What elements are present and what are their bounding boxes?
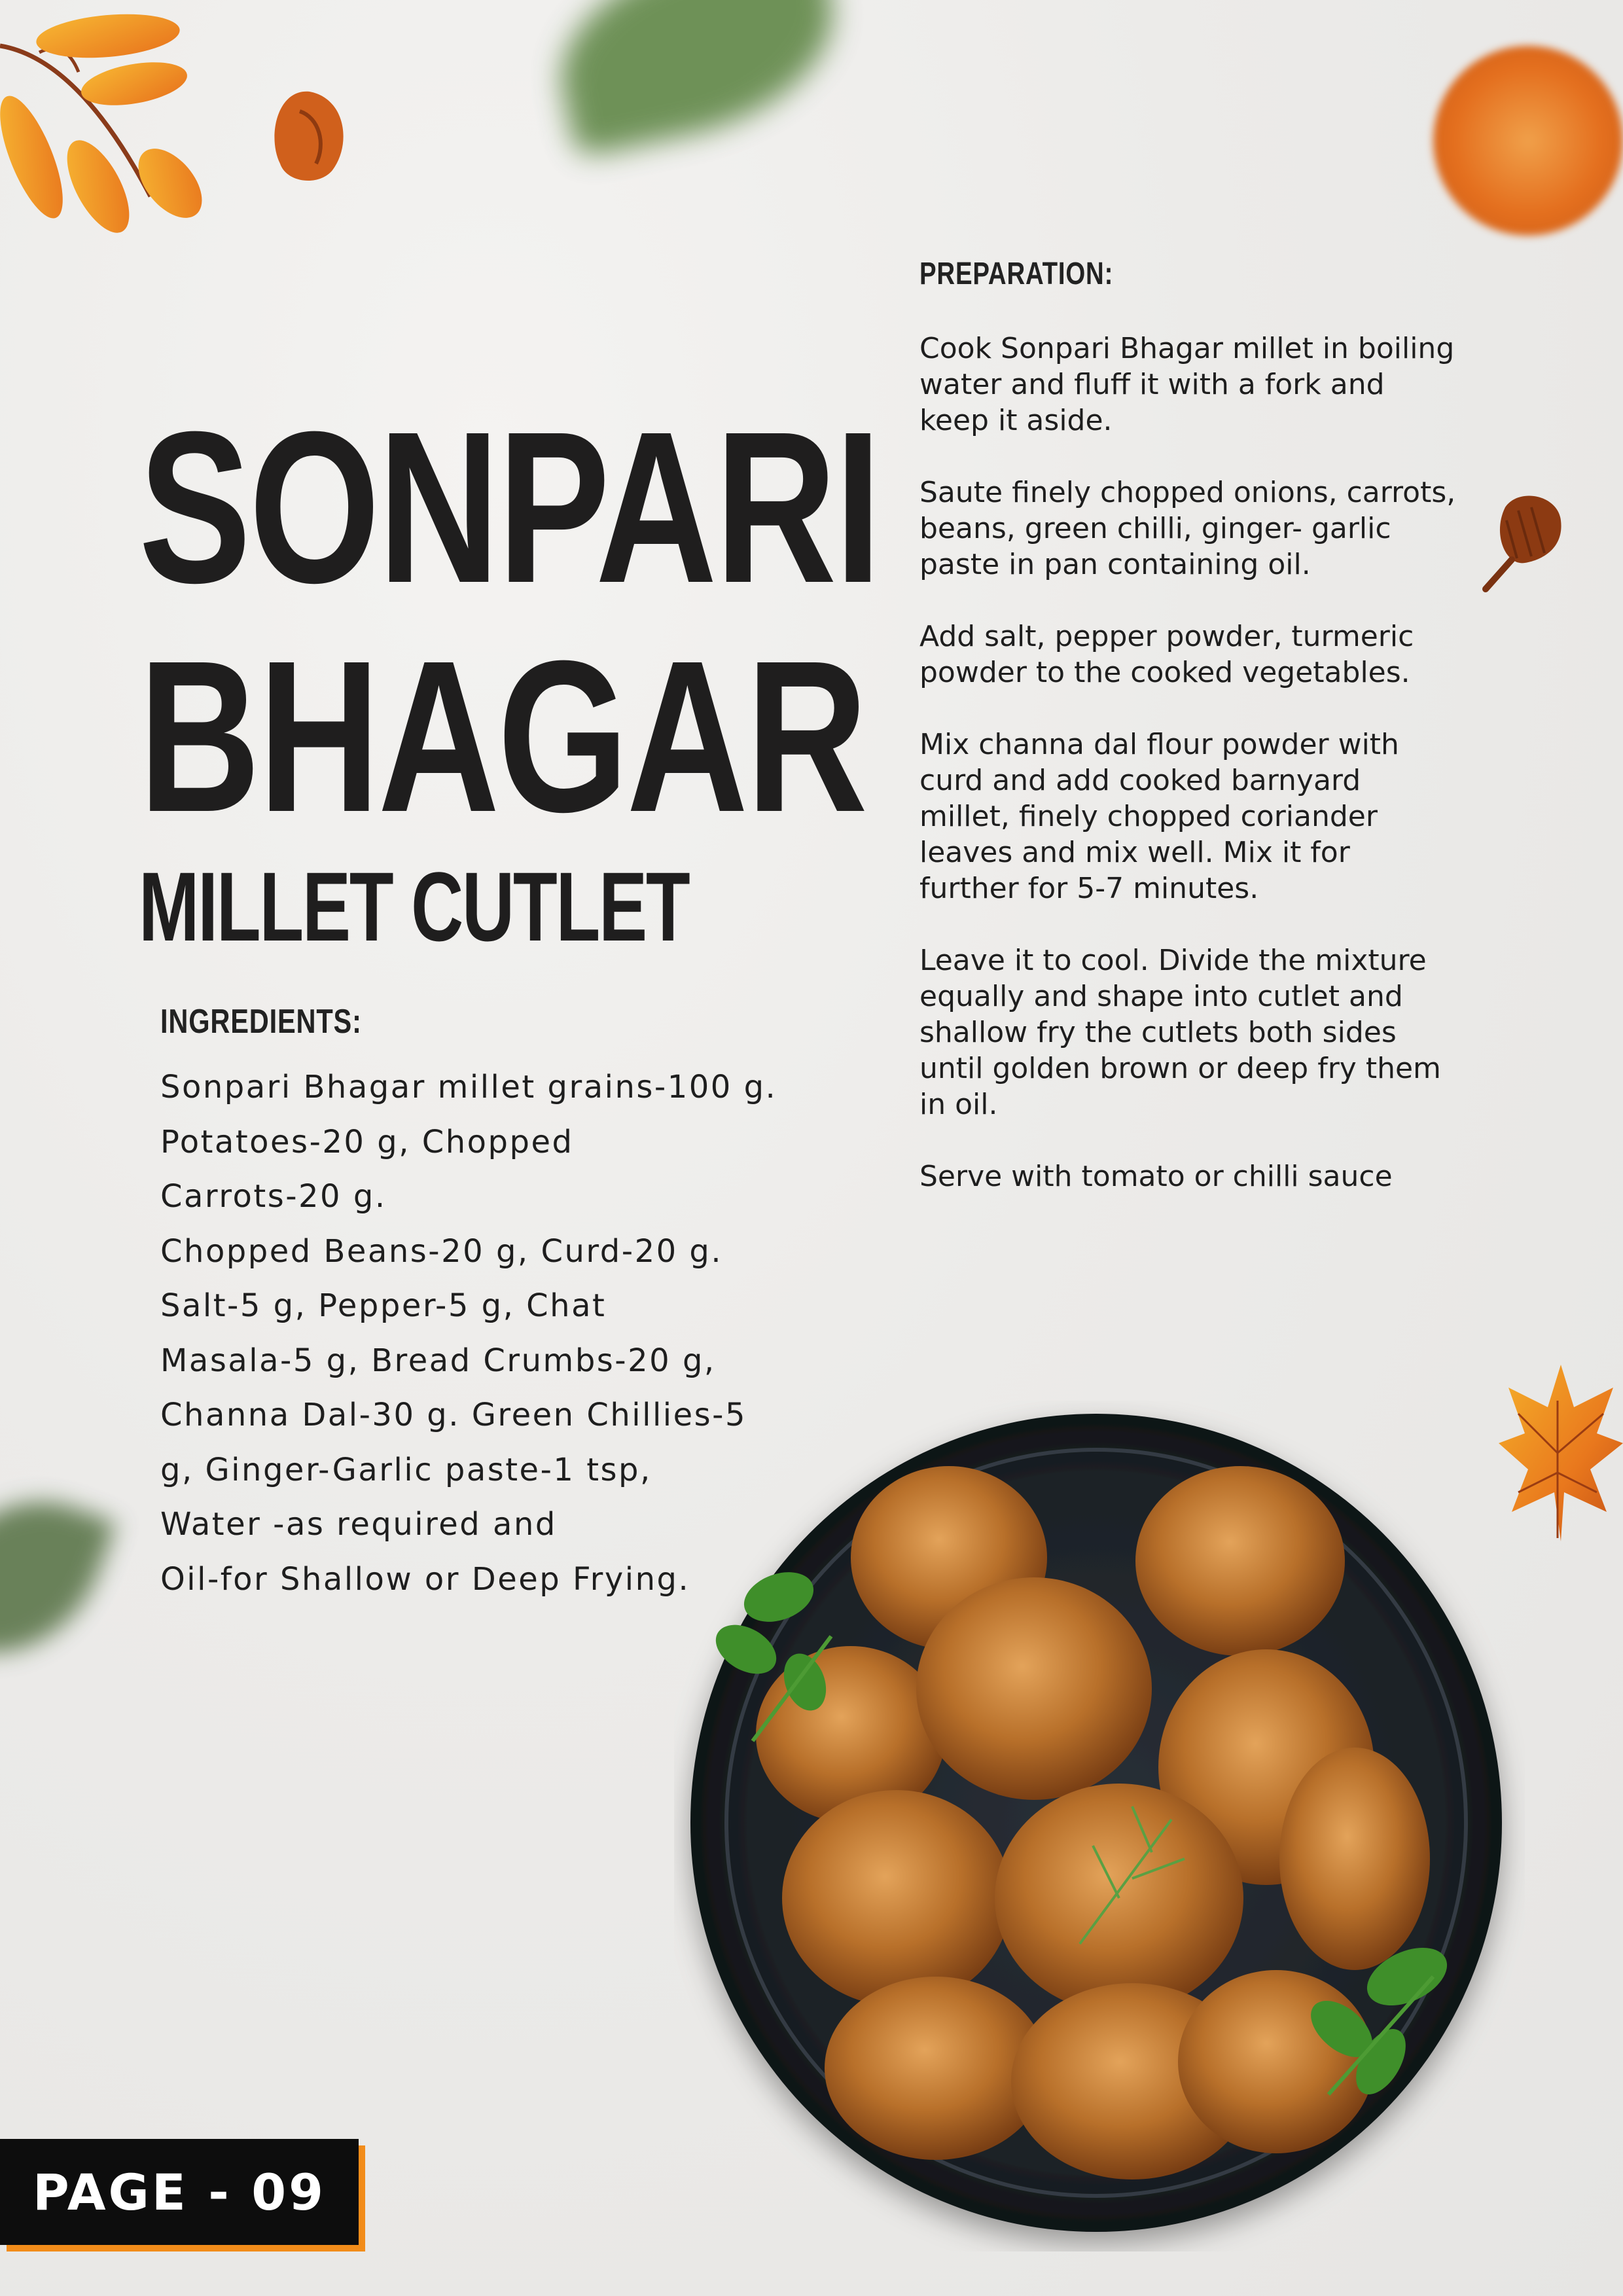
cutlet-plate-image <box>674 1401 1525 2251</box>
page-title: SONPARI <box>139 386 880 628</box>
preparation-step: Add salt, pepper powder, turmeric powder to the cooked vegetables. <box>919 620 1414 689</box>
list-item: g, Ginger-Garlic paste-1 tsp, <box>160 1451 652 1488</box>
preparation-step: Mix channa dal flour powder with curd and add cooked barnyard millet, finely chopped coriander leaves and mix well. Mix it for further for 5-7 minutes. <box>919 728 1399 905</box>
preparation-step: Serve with tomato or chilli sauce <box>919 1160 1393 1193</box>
blurred-green-leaf-icon <box>0 1472 116 1683</box>
page-number-badge <box>0 2139 359 2245</box>
preparation-heading: PREPARATION: <box>919 257 1114 291</box>
dried-seed-pod-icon <box>260 85 359 190</box>
blurred-orange-flower-icon <box>1433 46 1623 236</box>
list-item: Sonpari Bhagar millet grains-100 g. <box>160 1069 777 1105</box>
page-subtitle: MILLET CUTLET <box>139 852 689 961</box>
preparation-step: Saute finely chopped onions, carrots, beans, green chilli, ginger- garlic paste in pan containing oil. <box>919 476 1456 581</box>
page-title-line-2: BHAGAR <box>139 615 866 857</box>
preparation-step: Cook Sonpari Bhagar millet in boiling water and fluff it with a fork and keep it aside. <box>919 332 1455 437</box>
ingredients-heading: INGREDIENTS: <box>160 1003 362 1041</box>
list-item: Salt-5 g, Pepper-5 g, Chat <box>160 1287 607 1324</box>
preparation-steps <box>919 331 1456 1230</box>
blurred-green-leaf-icon <box>542 0 853 158</box>
preparation-step: Leave it to cool. Divide the mixture equally and shape into cutlet and shallow fry the cutlets both sides until golden brown or deep fry them in oil. <box>919 944 1441 1121</box>
list-item: Water -as required and <box>160 1506 557 1543</box>
dried-seed-pod-icon <box>1466 481 1571 599</box>
list-item: Masala-5 g, Bread Crumbs-20 g, <box>160 1342 716 1379</box>
list-item: Potatoes-20 g, Chopped <box>160 1123 574 1160</box>
list-item: Channa Dal-30 g. Green Chillies-5 <box>160 1397 747 1433</box>
page-number: PAGE - 09 <box>32 2162 327 2221</box>
list-item: Chopped Beans-20 g, Curd-20 g. <box>160 1232 723 1270</box>
autumn-leaf-branch-icon <box>0 0 223 249</box>
list-item: Oil-for Shallow or Deep Frying. <box>160 1560 690 1598</box>
list-item: Carrots-20 g. <box>160 1178 387 1215</box>
